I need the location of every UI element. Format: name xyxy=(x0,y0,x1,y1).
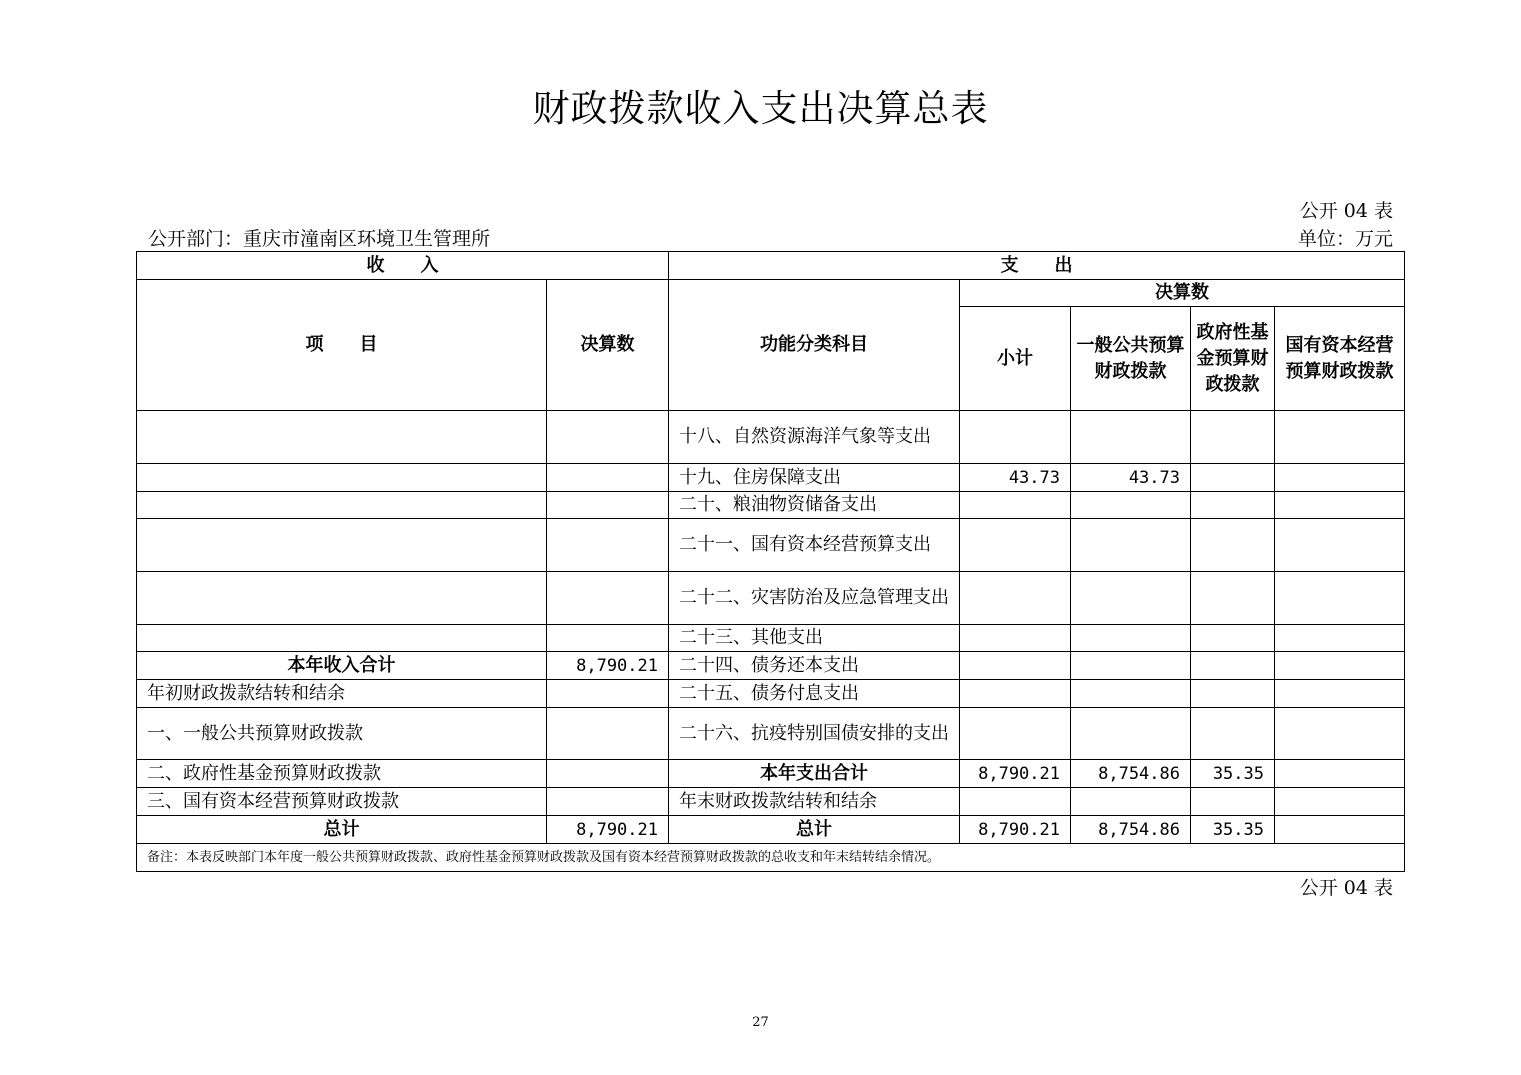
income-amount-cell xyxy=(547,519,669,572)
general-budget-cell xyxy=(1071,708,1191,760)
income-amount-cell xyxy=(547,625,669,652)
state-capital-cell xyxy=(1275,492,1405,519)
income-total-label: 本年收入合计 xyxy=(137,652,547,680)
income-item-cell xyxy=(137,464,547,492)
general-budget-cell xyxy=(1071,680,1191,708)
income-amount-cell xyxy=(547,708,669,760)
table-row xyxy=(137,680,1405,708)
func-class-cell: 十八、自然资源海洋气象等支出 xyxy=(669,411,960,464)
state-capital-cell xyxy=(1275,625,1405,652)
func-class-cell: 二十、粮油物资储备支出 xyxy=(669,492,960,519)
general-budget-cell: 8,754.86 xyxy=(1071,760,1191,788)
income-item-cell: 年初财政拨款结转和结余 xyxy=(137,680,547,708)
gov-fund-cell xyxy=(1191,492,1275,519)
income-item-cell xyxy=(137,572,547,625)
income-amount-cell xyxy=(547,572,669,625)
func-class-cell: 二十四、债务还本支出 xyxy=(669,652,960,680)
state-capital-cell xyxy=(1275,652,1405,680)
general-budget-cell xyxy=(1071,625,1191,652)
state-capital-cell xyxy=(1275,572,1405,625)
func-class-cell: 二十三、其他支出 xyxy=(669,625,960,652)
amount-header: 决算数 xyxy=(547,280,669,411)
income-item-cell: 一、一般公共预算财政拨款 xyxy=(137,708,547,760)
table-row xyxy=(137,411,1405,464)
subtotal-cell xyxy=(960,492,1071,519)
gov-fund-cell: 35.35 xyxy=(1191,816,1275,844)
gov-fund-cell xyxy=(1191,572,1275,625)
gov-fund-cell xyxy=(1191,680,1275,708)
subtotal-cell xyxy=(960,652,1071,680)
table-row xyxy=(137,519,1405,572)
subtotal-cell xyxy=(960,411,1071,464)
department-label: 公开部门：重庆市潼南区环境卫生管理所 xyxy=(148,228,491,250)
general-budget-cell xyxy=(1071,572,1191,625)
income-item-cell: 三、国有资本经营预算财政拨款 xyxy=(137,788,547,816)
table-row xyxy=(137,572,1405,625)
income-amount-cell xyxy=(547,492,669,519)
subtotal-cell: 8,790.21 xyxy=(960,816,1071,844)
gov-fund-cell xyxy=(1191,708,1275,760)
gov-fund-cell xyxy=(1191,519,1275,572)
func-class-cell: 二十六、抗疫特别国债安排的支出 xyxy=(669,708,960,760)
table-row xyxy=(137,760,1405,788)
subtotal-cell: 8,790.21 xyxy=(960,760,1071,788)
table-row xyxy=(137,464,1405,492)
general-budget-cell: 8,754.86 xyxy=(1071,816,1191,844)
gov-fund-cell xyxy=(1191,625,1275,652)
amount-group-header: 决算数 xyxy=(960,280,1405,307)
income-amount-cell: 8,790.21 xyxy=(547,652,669,680)
income-amount-cell xyxy=(547,788,669,816)
subtotal-cell xyxy=(960,680,1071,708)
income-item-cell xyxy=(137,492,547,519)
func-class-cell: 年末财政拨款结转和结余 xyxy=(669,788,960,816)
expense-header: 支 出 xyxy=(669,252,1405,280)
general-budget-cell xyxy=(1071,411,1191,464)
appropriation-summary-table xyxy=(136,251,1405,872)
state-capital-cell xyxy=(1275,464,1405,492)
general-budget-cell xyxy=(1071,492,1191,519)
income-header: 收 入 xyxy=(137,252,669,280)
gov-fund-cell xyxy=(1191,411,1275,464)
state-capital-cell xyxy=(1275,519,1405,572)
subtotal-cell xyxy=(960,788,1071,816)
state-capital-cell xyxy=(1275,680,1405,708)
general-budget-cell: 43.73 xyxy=(1071,464,1191,492)
item-header: 项 目 xyxy=(137,280,547,411)
state-capital-cell xyxy=(1275,816,1405,844)
table-row xyxy=(137,652,1405,680)
table-row xyxy=(137,492,1405,519)
state-capital-cell xyxy=(1275,708,1405,760)
general-budget-cell xyxy=(1071,788,1191,816)
state-capital-cell xyxy=(1275,760,1405,788)
grand-total-label: 总计 xyxy=(137,816,547,844)
subtotal-cell xyxy=(960,625,1071,652)
subtotal-cell: 43.73 xyxy=(960,464,1071,492)
table-number: 公开 04 表 xyxy=(1299,200,1393,222)
table-row xyxy=(137,625,1405,652)
func-class-cell: 二十一、国有资本经营预算支出 xyxy=(669,519,960,572)
income-amount-cell xyxy=(547,411,669,464)
table-row xyxy=(137,816,1405,844)
page-number: 27 xyxy=(752,1015,769,1030)
table-note: 备注：本表反映部门本年度一般公共预算财政拨款、政府性基金预算财政拨款及国有资本经营预算财政拨款的总收支和年末结转结余情况。 xyxy=(137,844,1405,872)
gov-fund-cell: 35.35 xyxy=(1191,760,1275,788)
unit-label: 单位：万元 xyxy=(1297,228,1393,250)
income-item-cell xyxy=(137,625,547,652)
income-amount-cell: 8,790.21 xyxy=(547,816,669,844)
table-row xyxy=(137,708,1405,760)
gov-fund-cell xyxy=(1191,464,1275,492)
subtotal-cell xyxy=(960,572,1071,625)
page-title: 财政拨款收入支出决算总表 xyxy=(532,87,989,130)
state-capital-header: 国有资本经营预算财政拨款 xyxy=(1275,307,1405,411)
subtotal-cell xyxy=(960,519,1071,572)
income-item-cell: 二、政府性基金预算财政拨款 xyxy=(137,760,547,788)
gov-fund-cell xyxy=(1191,652,1275,680)
subtotal-cell xyxy=(960,708,1071,760)
func-class-header: 功能分类科目 xyxy=(669,280,960,411)
state-capital-cell xyxy=(1275,788,1405,816)
func-class-cell: 二十二、灾害防治及应急管理支出 xyxy=(669,572,960,625)
income-item-cell xyxy=(137,411,547,464)
table-row xyxy=(137,788,1405,816)
income-amount-cell xyxy=(547,760,669,788)
func-class-cell: 十九、住房保障支出 xyxy=(669,464,960,492)
gov-fund-cell xyxy=(1191,788,1275,816)
general-budget-header: 一般公共预算财政拨款 xyxy=(1071,307,1191,411)
func-class-cell: 二十五、债务付息支出 xyxy=(669,680,960,708)
income-amount-cell xyxy=(547,464,669,492)
expense-total-label: 本年支出合计 xyxy=(669,760,960,788)
grand-total-label: 总计 xyxy=(669,816,960,844)
gov-fund-header: 政府性基金预算财政拨款 xyxy=(1191,307,1275,411)
general-budget-cell xyxy=(1071,652,1191,680)
footer-table-number: 公开 04 表 xyxy=(1299,877,1393,899)
subtotal-header: 小计 xyxy=(960,307,1071,411)
income-amount-cell xyxy=(547,680,669,708)
state-capital-cell xyxy=(1275,411,1405,464)
general-budget-cell xyxy=(1071,519,1191,572)
income-item-cell xyxy=(137,519,547,572)
